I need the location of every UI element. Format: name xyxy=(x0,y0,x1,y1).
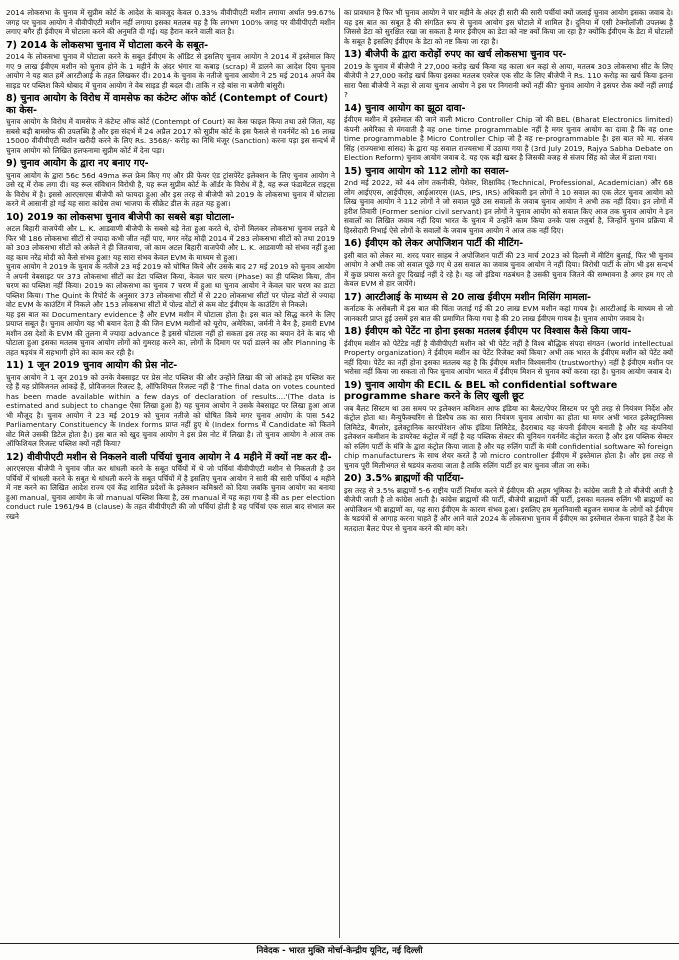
section-paragraph: इसी बात को लेकर मा. शरद पवार साहब ने अपोजिशन पार्टी की 23 मार्च 2023 को दिल्ली में मीटिंग बुलाई, फिर भी चुनाव आयोग ने अभी तक जो सवाल पूछे गए थे उस सवाल का जवाब चुनाव आयोग ने नहीं दिया। विरोधी पार्टी के लोग भी इस सन्दर्भ में कुछ प्रयास करते हुए दिखाई नहीं दे रहे है। यह जो इंडिया गठबंधन है उसकी चुनाव जितने की सम्भावना है अगर हम गए तो केवल EVM से हार जायेंगे। xyxy=(344,250,673,288)
section-heading: 11) 1 जून 2019 चुनाव आयोग की प्रेस नोट- xyxy=(6,360,178,371)
article-section xyxy=(6,8,335,37)
section-heading: 7) 2014 के लोकसभा चुनाव में घोटाला करने के सबूत- xyxy=(6,39,209,51)
section-paragraph: इस तरह से 3.5% ब्राह्मणों 5-6 राष्ट्रीय पार्टी निर्माण करने में ईवीएम की अहम भूमिका है। कांग्रेस जाती है तो बीजेपी आती है बीजेपी जाती है तो कांग्रेस आती है। कांग्रेस ब्राह्मणों की पार्टी, बीजेपी ब्राह्मणों की पार्टी, इसका मतलब रुलिंग भी ब्राह्मणों का अपोजिशन भी ब्राह्मणों का, यह सारा ईवीएम के कारण संभव हुआ। इसलिए हम मूलनिवासी बहुजन समाज के लोगों को ईवीएम के षडयंत्रों से आगाह करना चाहते हैं और आने वाले 2024 के लोकसभा चुनाव में ईवीएम का इस्तेमाल रोकना चाहते हैं देश के मतदाता बैलट पेपर से चुनाव करने की मांग करे। xyxy=(344,485,673,533)
section-paragraph: ईवीएम मशीन को पेटेंटेड नहीं है वीवीपीएटी मशीन को भी पेटेंट नहीं है विश्व बौद्धिक संपदा संगठन (world intellectual Property organization) ने ईवीएम मशीन का पेटेंट रिजेक्ट क्यों किया? अभी तक भारत के ईवीएम मशीन को पेटेंट क्यों नहीं दिया। पेटेंट का नहीं होना इसका मतलब यह है कि ईवीएम मशीन विश्वसनीय (trustworthy) नहीं है ईवीएम मशीन पर भरोसा नहीं किया जा सकता तो फिर चुनाव आयोग भारत में ईवीएम मिशन से चुनाव क्यों करवा रहा है। चुनाव आयोग जवाब दे। xyxy=(344,338,673,376)
section-heading: 13) बीजेपी के द्वारा करोड़ों रुपए का खर्च लोकसभा चुनाव पर- xyxy=(344,49,567,60)
section-paragraph: कर्नाटक के असेंबली में इस बात की चिंता जताई गई की 20 लाख EVM मशीन कहां गायब है। आरटीआई के माध्यम से जो जानकारी प्राप्त हुई उसमें इस बात की प्रमाणित किया गया है की 20 लाख ईवीएम गायब है। चुनाव आयोग जवाब दे। xyxy=(344,304,673,323)
footer-credit: निवेदक - भारत मुक्ति मोर्चा-केन्द्रीय यूनिट, नई दिल्ली xyxy=(0,943,679,958)
article-section xyxy=(344,166,673,236)
section-paragraph: 2nd मई 2022, को 44 लोग तकनीकी, पेशेवर, शिक्षाविद (Technical, Professional, Academician) और 68 लोग आईएएस, आईपीएस, आईआरएस (IAS, IPS, IRS) अधिकारी इन लोगों ने 10 सवाल का एक लेटर चुनाव आयोग को लिख चुनाव आयोग ने 112 लोगों ने जो सवाल पूछे उस सवालों के जवाब चुनाव आयोग ने अभी तक नहीं दिया। इन लोगों में हरीश तिवारी (Former senior civil servant) इन लोगों ने चुनाव आयोग को सवाल किए आज तक चुनाव आयोग ने इन सवालों का लिखित जवाब नहीं दिया भारत के चुनाव में उन्होंने काम किया उनके पास तजुर्बा है, जिन्होंने चुनाव प्रक्रिया में हिस्सेदारी निभाई ऐसे लोगों के सवालों के जवाब चुनाव आयोग ने आज तक नहीं दिए। xyxy=(344,178,673,235)
article-section xyxy=(6,40,335,91)
article-section xyxy=(6,93,335,155)
section-heading: 15) चुनाव आयोग को 112 लोगो का सवाल- xyxy=(344,165,510,177)
section-heading: 18) ईवीएम को पेटेंट ना होना इसका मतलब ईवीएम पर विश्वास कैसे किया जाय- xyxy=(344,326,632,337)
section-paragraph: यह इस बात का Documentary evidence है और EVM मशीन में घोटाला होता है। इस बात को सिद्ध करने के लिए प्रयाप्त सबूत है। चुनाव आयोग यह भी बयान देता है की जिन EVM मशीनों को यूरोप, अमेरिका, जर्मनी ने बैन है, हमारी EVM मशीन उस देशों के EVM की तुलना में ज्यादा advance है इससे घोटाला नहीं हो सकता इस तरह का बयान देने के बाद भी घोटाला हुआ इसका मतलब चुनाव आयोग लोगों को गुमराह करने का, लोगों के दिमाग पर पर्दा डालने का और Planning के तहत षड़यंत्र में सहभागी होने का काम कर रही है। xyxy=(6,309,335,357)
section-heading: 16) ईवीएम को लेकर अपोजिशन पार्टी की मीटिंग- xyxy=(344,238,524,249)
section-heading: 12) वीवीपीएटी मशीन से निकलने वाली पर्चियां चुनाव आयोग ने 4 महीने में क्यों नष्ट कर दी- xyxy=(6,451,332,463)
article-section xyxy=(344,473,673,533)
article-section xyxy=(344,380,673,471)
section-paragraph: जब बैलट सिस्टम था उस समय पर इलेक्शन कमिशन आफ इंडिया का बैलट/पेपर सिस्टम पर पूरी तरह से नियंत्रण निर्देश और कंट्रोल होता था। मैन्युफैक्चरिंग से डिस्पैच तक का सारा नियंत्रण चुनाव आयोग का होता था मगर अभी भारत इलेक्ट्रानिक्स लिमिटेड, बैंगलोर, इलेक्ट्रानिक कारपोरेशन ऑफ इंडिया लिमिटेड, हैदराबाद यह कंपनी ईवीएम बनाती है और यह कंपनियां इलेक्शन कमीशन के डायरेक्ट कंट्रोल में नहीं है यह पब्लिक सेक्टर की यूनियन गवर्नमेंट कंट्रोल करता है और इस पब्लिक सेक्टर को रुलिंग पार्टी के मंत्रि के द्वारा कंट्रोल किया जाता है और यह रुलिंग पार्टी के मंत्री confidential software को foreign chip manufacturers के साथ शेयर करते है जो micro controller ईवीएम में इस्तेमाल होता है। और इस तरह से चुनाव पूरी मिलीभगत से षडयंत्र कराया जाता है ताकि रुलिंग पार्टी हर बार चुनाव जीता जा सके। xyxy=(344,403,673,470)
section-paragraph: चुनाव आयोग ने 1 जून 2019 को उनके वेबसाइट पर प्रेस नोट पब्लिश की और उन्होंने लिखा की जो आंकड़े हम पब्लिश कर रहे हैं यह प्रोविजनल आंकड़े हैं, प्रोविजनल रिजल्ट है, ऑफिशियल रिजल्ट नहीं है 'The final data on votes counted has been made available within a few days of declaration of results....'(The data is estimated and subject to change ऐसा लिखा हुआ है) यह चुनाव आयोग ने उसके वेबसाइट पर लिखा हुआ आज भी मौजूद है। चुनाव आयोग ने 23 मई 2019 को चुनाव नतीजे को घोषित किये मगर चुनाव आयोग के पास 542 Parliamentary Constituency के Index forms प्राप्त नहीं हुए थे (Index forms में Candidate को कितने वोट मिले उसकी डिटेल होता है।) इस बात को खुद चुनाव आयोग ने इस प्रेस नोट में लिखा है। तो चुनाव आयोग ने आज तक ऑफिशियल रिजल्ट पब्लिश क्यों नहीं किया? xyxy=(6,372,335,448)
article-section xyxy=(6,158,335,209)
section-heading: 8) चुनाव आयोग के विरोध में वामसेफ का कंटेम्ट ऑफ कोर्ट (Contempt of Court) का केस- xyxy=(6,93,329,116)
section-paragraph: 2019 के चुनाव में बीजेपी ने 27,000 करोड़ खर्च किया यह काला धन कहां से आया, मतलब 303 लोकसभा सीट के लिए बीजेपी ने 27,000 करोड़ खर्च किया इसका मतलब एवरेज एक सीट के लिए बीजेपी ने Rs. 110 करोड़ का खर्च किया इतना सारा पैसा बीजेपी ने कहा से लाया चुनाव आयोग ने इस पर निगरानी क्यों नहीं की? चुनाव आयोग ने इसपर रोक क्यों नहीं लगाई ? xyxy=(344,61,673,99)
section-paragraph: आरएसएस बीजेपी ने चुनाव जीत कर धांधली करने के सबूत पर्चियों में थे जो पर्चियां वीवीपीएटी मशीन से निकलती है उन पर्चियों में धांधली करने के सबूत थे धांधली करने के सबूत पर्चियों में है इसलिए चुनाव आयोग ने सारी की सारी पर्चियां 4 महीने में नष्ट करने का लिखित आदेश राज्य एवं केंद्र शासित प्रदेशों के इलेक्शन कमिश्नरों को दिया जबकि चुनाव आयोग का बनाया हुआ manual, चुनाव आयोग के जो manual पब्लिश किया है, उस manual में यह कहा गया है की as per election conduct rule 1961/94 B (clause) के तहत वीवीपीएटी की जो पर्चियां होती है वह पर्चियां एक साल बाद संभाल कर रखने xyxy=(6,464,335,521)
right-column xyxy=(340,8,673,938)
section-paragraph: अटल बिहारी वाजपेयी और L. K. आडवाणी बीजेपी के सबसे बड़े नेता हुआ करते थे, दोनों मिलकर लोकसभा चुनाव लड़ते थे फिर भी 186 लोकसभा सीटों से ज्यादा कभी जीत नहीं पाए, मगर नरेंद्र मोदी 2014 में 283 लोकसभा सीटों को तथा 2019 को 303 लोकसभा सीटों को अकेले ने ही जितवाया, जो काम अटल बिहारी वाजपेयी और L. K. आडवाणी को संभव नहीं हुआ वह काम नरेंद्र मोदी को कैसे संभव हुआ! यह सारा संभव केवल EVM के माध्यम से हुआ। xyxy=(6,224,335,262)
article-section xyxy=(6,360,335,449)
section-paragraph: ईवीएम मशीन में इस्तेमाल की जाने वाली Micro Controller Chip जो की BEL (Bharat Electronics limited) कंपनी अमेरिका से मंगवाती है वह one time programmable नहीं है मगर चुनाव आयोग का दावा है कि वह one time programmable है Micro Controller Chip जो है वह re-programmable है। इस बात को मा. संजय सिंह (राज्यसभा सांसद) के द्वारा यह सवाल राज्यसभा में उठाया गया है (3rd July 2019, Rajya Sabha Debate on Election Reform) चुनाव आयोग जवाब दे. यह एक बड़ी खबर है जिसकी वजह से संजय सिंह को जेल में डाला गया। xyxy=(344,115,673,162)
article-section xyxy=(6,212,335,358)
section-paragraph: चुनाव आयोग के विरोध में वामसेफ ने कंटेम्ट ऑफ कोर्ट (Contempt of Court) का केस फाइल किया तथा उसे जिता, यह सबसे बड़ी बामसेफ की उपलब्धि है और इस संदर्भ में 24 अप्रैल 2017 को सुप्रीम कोर्ट के इस फैसले से गवर्नमेंट को 16 लाख 15000 वीवीपीएटी मशीन खरीदी करने के लिए Rs. 3568/- करोड़ का निधि मंजूर (Sanction) करना पड़ा इस सन्दर्भ में चुनाव आयोग को लिखित हलफनामा सुप्रीम कोर्ट में देना पड़ा। xyxy=(6,117,335,155)
section-paragraph: 2014 के लोकसभा चुनाव में घोटाला करने के सबूत ईवीएम के ऑडिट से इसलिए चुनाव आयोग ने 2014 में इस्तेमाल किए गए 9 लाख ईवीएम मशीन को चुनाव होने के 1 महीने के अंदर भंगार या कबाड़ (scrap) में डालने का आदेश दिया चुनाव आयोग ने यह बात हमें आरटीआई के तहत लिखकर दी। 2014 के चुनाव के नतीजे चुनाव आयोग ने 25 मई 2014 अपने वेब साइड पर पब्लिश किये थोबाद में चुनाव आयोग ने वेब साइड ही बदल दी। ताकि न रहे बांस ना बजेगी बांसुरी। xyxy=(6,52,335,90)
section-heading: 14) चुनाव आयोग का झूठा दावा- xyxy=(344,102,466,114)
section-heading: 9) चुनाव आयोग के द्वारा नए बनाए गए- xyxy=(6,158,149,169)
section-heading: 17) आरटीआई के माध्यम से 20 लाख ईवीएम मशीन मिसिंग मामला- xyxy=(344,291,592,303)
article-section xyxy=(344,238,673,289)
section-paragraph: का प्रावधान है फिर भी चुनाव आयोग ने चार महीने के अंदर ही सारी की सारी पर्चीयां क्यों जलाई चुनाव आयोग इसका जवाब दे। यह इस बात का सबूत है की संगठित रूप से चुनाव आयोग इस घोटाले में शामिल है। दुनिया में एसी टेक्नोलॉजी उपलब्ध है जिससे डेटा को सुरक्षित रखा जा सकता है मगर ईवीएम का डेटा को नष्ट क्यों किया जा रहा है? क्योंकि ईवीएम के डेटा में घोटालों के सबूत है इसलिए ईवीएम के डेटा को नष्ट किया जा रहा है। xyxy=(344,8,673,46)
section-heading: 10) 2019 का लोकसभा चुनाव बीजेपी का सबसे बड़ा घोटाला- xyxy=(6,211,235,223)
section-paragraph: 2014 लोकसभा के चुनाव में सुप्रीम कोर्ट के आदेश के बावजूद केवल 0.33% वीवीपीएटी मशीन लगाया अर्थात 99.67% जगह पर चुनाव आयोग ने वीवीपीएटी मशीन नहीं लगाया इसका मतलब यह है कि लगभग 100% जगह पर वीवीपीएटी मशीन लगाए बगैर ही ईवीएम में घोटाला करने की अनुमति दी गई। यह हैरान करने वाली बात है। xyxy=(6,8,335,36)
section-paragraph: चुनाव आयोग के द्वारा 56c 56d 49ma रूल फ्रेम किए गए और फ्री फेयर एंड ट्रांसपेरेंट इलेक्शन के लिए चुनाव आयोग ने उसे रद्द में रोक लगा दी। यह रूल संविधान विरोधी है, यह रूल सुप्रीम कोर्ट के ऑर्डर के विरोध में है, यह रूल फंडामेंटल राइट्स के विरोध में है। इससे आरएसएस बीजेपी को फायदा हुआ और इस तरह से बीजेपी को 2019 के लोकसभा चुनाव में घोटाला करने में आसानी हो गई यह सारा कांग्रेस तथा भाजपा के सीक्रेट डील के तहत यह हुआ। xyxy=(6,170,335,208)
section-heading: 19) चुनाव आयोग की ECIL & BEL को confidential software programme share करने के लिए खुली छूट xyxy=(344,379,618,402)
left-column xyxy=(6,8,339,938)
section-heading: 20) 3.5% ब्राह्मणों की पार्टिया- xyxy=(344,473,464,484)
section-paragraph: चुनाव आयोग ने 2019 के चुनाव के नतीजे 23 मई 2019 को घोषित किये और उसके बाद 27 मई 2019 को चुनाव आयोग ने अपनी वेबसाइट पर 373 लोकसभा सीटों का डेटा पब्लिश किया, केवल चार चरण (Phase) का ही पब्लिश किया, तीन चरण का पब्लिश नहीं किया। 2019 का लोकसभा का चुनाव 7 चरण में हुआ था चुनाव आयोग ने केवल चार चरण का डाटा पब्लिश किया। The Quint के रिपोर्ट के अनुसार 373 लोकसभा सीटों में से 220 लोकसभा सीटों पर पोल्ड वोटों से ज्यादा वोट EVM के काउंटिंग में निकले और 153 लोकसभा सीटों में पोल्ड वोटों से कम वोट ईवीएम के काउंटिंग से निकले। xyxy=(6,262,335,309)
article-section xyxy=(6,452,335,522)
article-section xyxy=(344,326,673,377)
article-section xyxy=(344,49,673,100)
two-column-layout xyxy=(6,8,673,938)
article-section xyxy=(344,8,673,46)
article-section xyxy=(344,292,673,324)
article-section xyxy=(344,103,673,163)
